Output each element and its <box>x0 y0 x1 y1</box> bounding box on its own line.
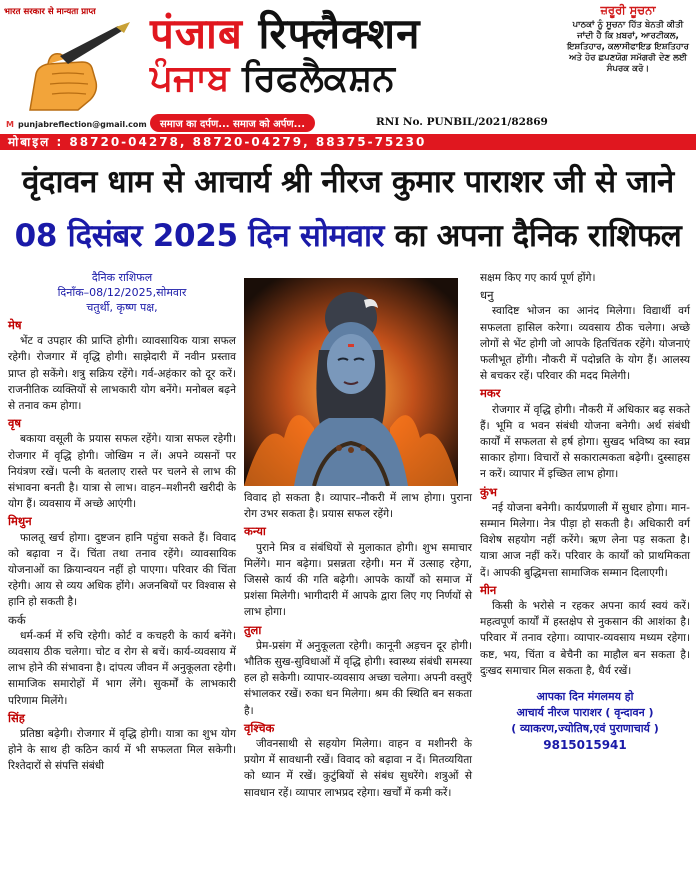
sign-heading-vrishchik: वृश्चिक <box>244 720 275 735</box>
sign-heading-vrish: वृष <box>8 416 22 431</box>
sign-text-vrish: बकाया वसूली के प्रयास सफल रहेंगे। यात्रा सफल रहेगी। रोजगार में वृद्धि होगी। जोखिम न लें। अपने व्यसनों पर नियंत्रण रखें। पत्नी के बतलाए रास्ते पर चलने से लाभ की संभावना बनती है। यात्रा से लाभ। वाहन–मशीनरी खरीदी के योग हैं। व्यवसाय में अ‍च्छे आएंगी। <box>8 433 236 511</box>
sign-heading-makar: मकर <box>480 386 501 401</box>
sign-text-mithun: फालतू खर्च होगा। दुष्टजन हानि पहुंचा सकते हैं। विवाद को बढ़ावा न दें। चिंता तथा तनाव रहेंगे। व्यावसायिक योजनाओं का क्रियान्वयन नहीं हो पाएगा। परिवार की चिंता रहेगी। आय से व्यय अधिक होंगे। अजनबियों पर विश्वास से हानि हो सकती है। <box>8 531 236 609</box>
footer-author: आचार्य नीरज पाराशर ( वृन्दावन ) <box>516 706 654 720</box>
intro-date: दिनाँक–08/12/2025,सोमवार <box>57 286 187 299</box>
sign-text-mesh: भेंट व उपहार की प्राप्ति होगी। व्यावसायिक यात्रा सफल रहेगी। रोजगार में वृद्धि होगी। साझेदारी में नवीन प्रस्ताव प्राप्त हो सकेंगे। शत्रु सक्रिय रहेंगे। गर्व-अहंकार को दूर करें। राजनीतिक व्यक्तियों से लाभकारी योग बनेंगे। मनोबल ब‌ढ़ने से तनाव कम होगा। <box>8 335 236 413</box>
sign-heading-kanya: कन्या <box>244 524 266 539</box>
sign-heading-dhanu: धनु <box>480 288 494 303</box>
column-2 <box>244 490 472 801</box>
sign-text-dhanu-pre: सक्षम किए गए कार्य पूर्ण होंगे। <box>480 272 596 284</box>
mobile-strip: मोबाइल : 88720-04278, 88720-04279, 88375-75230 <box>0 134 696 150</box>
rni-number: RNI No. PUNBIL/2021/82869 <box>376 116 548 128</box>
title-punjabi-word1: ਪੰਜਾਬ <box>150 58 230 99</box>
headline-line1: वृंदावन धाम से आचार्य श्री नीरज कुमार पाराशर जी से जाने <box>22 164 674 200</box>
sign-text-kumbh: नई योजना बनेगी। कार्यप्रणाली में सुधार होगा। मान-सम्मान मिलेगा। नेत्र पीड़ा हो सकती है। अधिकारी वर्ग विशेष सहयोग नहीं करेंगे। ऋण लेना प‌ड़ सकता है। यात्रा आज नहीं करें। परिवार के कार्यों को प्राथमिकता दें। आपकी बुद्धिमत्ता सामाजिक सम्मान दिलाएगी। <box>480 501 690 579</box>
footer-phone: 9815015941 <box>543 738 627 753</box>
sign-heading-tula: तुला <box>244 622 262 637</box>
headline-line2 <box>0 214 696 256</box>
shiva-image <box>244 278 458 486</box>
gmail-icon: M <box>6 120 14 129</box>
sign-heading-kumbh: कुंभ <box>480 484 497 499</box>
headline-date: 08 दिसंबर 2025 दिन सोमवार <box>14 218 385 254</box>
sign-text-dhanu: स्वादिष्ट भोजन का आनंद मिलेगा। विद्यार्थी वर्ग सफलता हासिल करेगा। व्यवसाय ठीक चलेगा। अच्छे लोगों से भेंट होगी जो आपके हितचिंतक रहेंगे। योजनाएं फलीभूत होंगी। नौकरी में पदोन्नति के योग हैं। आलस्य से बचकर रहें। परिवार की मदद मिलेगी। <box>480 305 690 383</box>
sign-text-meen: किसी के भरोसे न रहकर अपना कार्य स्वयं करें। महत्वपूर्ण कार्यों में हस्तक्षेप से नुकसान की आशंका है। परिवार में तनाव रहेगा। व्यापार-व्यवसाय मध्यम रहेगा। कष्ट, भय, चिंता व बेचैनी का माहौल बन सकता है। दुःखद समाचार मिल सकता है, धैर्य रखें। <box>480 600 690 677</box>
sign-heading-mithun: मिथुन <box>8 514 32 529</box>
title-hindi-word1: पंजाब <box>150 9 243 58</box>
sign-text-vrishchik: जीवनसाथी से सहयोग मिलेगा। वाहन व मशीनरी के प्रयोग में सावधानी रखें। विवाद को बढ़ावा न दें। मितव्ययिता को ध्यान में रखें। कुटुंबियों से संबंध सुधरेंगे। शत्रुओं से सावधान रहें। व्यापार लाभप्रद रहेगा। खर्चों में कमी करें। <box>244 738 472 799</box>
sign-text-singh-continued: विवाद हो सकता है। व्यापार–नौकरी में लाभ होगा। पुराना रोग उभर सकता है। प्रयास सफल रहेंगे। <box>244 492 472 521</box>
intro-tithi: चतुर्थी, कृष्ण पक्ष, <box>86 301 158 314</box>
notice-box <box>564 2 692 122</box>
headline-rest: का अपना दैनिक राशिफल <box>394 218 682 254</box>
email-text <box>6 120 147 129</box>
title-punjabi <box>150 58 395 100</box>
column-3 <box>480 270 690 753</box>
tagline-badge: समाज का दर्पण... समाज को अर्पण... <box>150 114 315 132</box>
masthead <box>0 0 696 150</box>
notice-body: ਪਾਠਕਾਂ ਨੂੰ ਸੂਚਨਾ ਹਿੱਤ ਬੇਨਤੀ ਕੀਤੀ ਜਾਂਦੀ ਹੈ ਕਿ ਖ਼ਬਰਾਂ, ਆਰਟੀਕਲ, ਇਸ਼ਤਿਹਾਰ, ਕਲਾਸੀਫਾਇਡ ਇਸ਼ਤਿਹਾਰ ਅਤੇ ਹੋਰ ਛਪਣਯੋਗ ਸਮੱਗਰੀ ਦੇਣ ਲਈ ਸੰਪਰਕ ਕਰੋ। <box>567 19 689 74</box>
recognition-text: भारत सरकार से मान्यता प्राप्त <box>4 7 96 17</box>
sign-heading-meen: मीन <box>480 582 497 597</box>
sign-text-kark: धर्म-कर्म में रुचि रहेगी। कोर्ट व कचहरी के कार्य बनेंगे। व्यवसाय ठीक चलेगा। चोट व रोग से बचें। कार्य-व्यवसाय में लाभ होने की संभावना है। दांपत्य जीवन में अनुकूलता रहेगी। सामाजिक समारोहों में भाग लेंगे। सुकर्मों के लाभकारी परिणाम मिलेंगे। <box>8 629 236 707</box>
sign-text-kanya: पुराने मित्र व संबंधियों से मुलाकात होगी। शुभ समाचार मिलेंगे। मान ब‌ढ़ेगा। प्रसन्नता रहेगी। मन में उत्साह रहेगा, जिससे कार्य की गति ब‌ढ़ेगी। आपके कार्यों को समाज में प्रशंसा मिलेगी। भागीदारी में आपके द्वारा लिए गए निर्णयों से लाभ होगा। <box>244 541 472 619</box>
title-punjabi-word2: ਰਿਫਲੈਕਸ਼ਨ <box>242 58 395 99</box>
sign-heading-singh: सिंह <box>8 710 25 725</box>
sign-text-singh: प्रतिष्ठा बढ़ेगी। रोजगार में वृद्धि होगी। यात्रा का शुभ योग होने के साथ ही कठिन कार्य में भी सफलता मिल सकेगी। रिश्तेदारों से संपत्ति संबंधी <box>8 728 236 773</box>
column-1 <box>8 270 236 775</box>
intro-title: दैनिक राशिफल <box>91 271 153 284</box>
title-hindi <box>150 4 420 61</box>
hand-with-pen-logo <box>8 22 138 114</box>
email-address: punjabreflection@gmail.com <box>17 120 147 129</box>
footer-greeting: आपका दिन मंगलमय हो <box>536 690 634 704</box>
sign-heading-mesh: मेष <box>8 318 22 332</box>
sign-heading-kark: कर्क <box>8 612 26 627</box>
notice-heading: ਜ਼ਰੂਰੀ ਸੂਚਨਾ <box>600 3 656 17</box>
sign-text-tula: प्रेम-प्रसंग में अनुकूलता रहेगी। कानूनी अड़चन दूर होगी। भौतिक सुख-सुविधाओं में वृद्धि होगी। स्वास्थ्य संबंधी समस्या हल हो सकेगी। व्यापार-व्यवसाय अच्छा चलेगा। अपनी वस्तुएँ संभालकर रखें। रुका धन मिलेगा। श्रम की स्थिति बन सकता है। <box>244 639 472 717</box>
title-hindi-word2: रिफ्लैक्शन <box>258 9 421 58</box>
footer-credentials: ( व्याकरण,ज्योतिष,एवं पुराणाचार्य ) <box>511 722 659 736</box>
sign-text-makar: रोजगार में वृद्धि होगी। नौकरी में अधिकार बढ़ सकते हैं। भूमि व भवन संबंधी योजना बनेगी। अर्थ संबंधी कार्यों में सफलता से हर्ष होगा। सुखद भविष्य का स्वप्न साकार होगा। विचारों से सकारात्मकता ब‌ढ़ेगी। दुस्साहस न करें। व्यापार में इच्छित लाभ होगा। <box>480 403 690 481</box>
